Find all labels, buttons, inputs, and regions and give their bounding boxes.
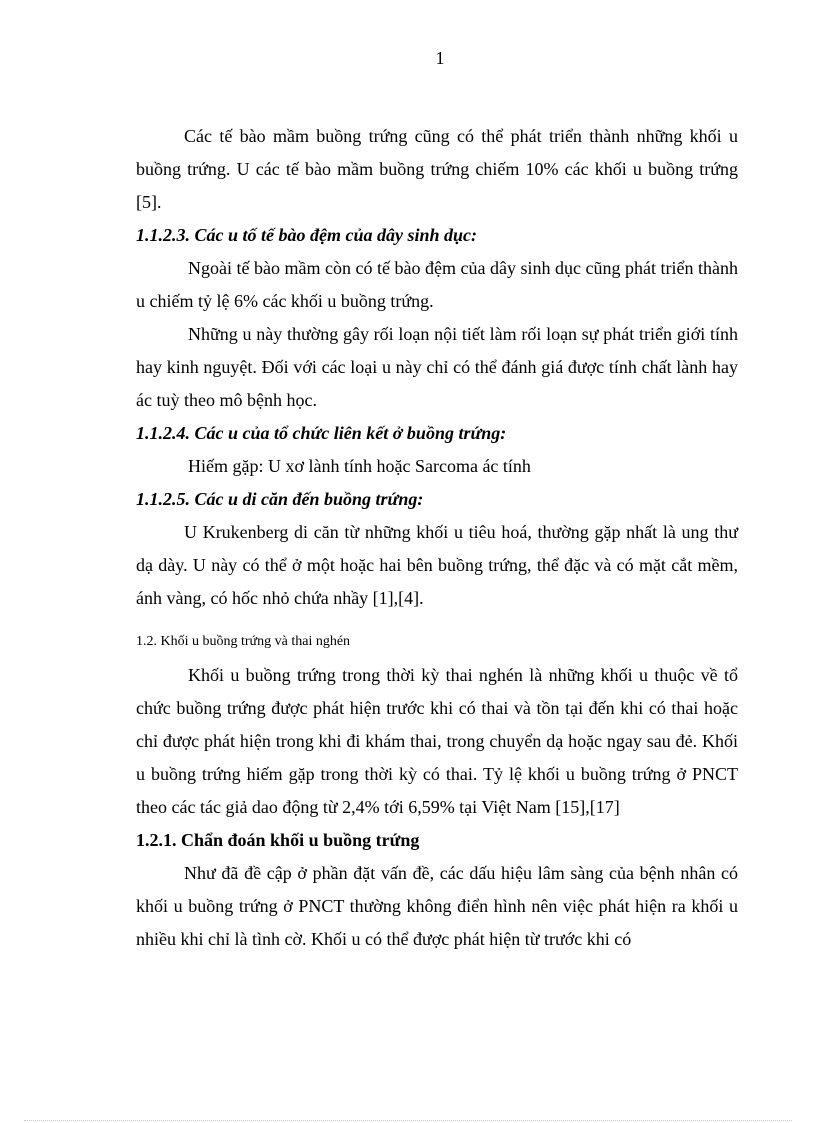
paragraph-diagnosis: Như đã đề cập ở phần đặt vấn đề, các dấu hiệu lâm sàng của bệnh nhân có khối u buồng trứng ở PNCT thường không điển hình nên việc phát hiện ra khối u nhiều khi chỉ là tình cờ. Khối u có thể được phát hiện từ trước khi có [136,863,738,949]
heading-1-2-1: 1.2.1. Chẩn đoán khối u buồng trứng [136,830,420,850]
paragraph-endocrine-disorders: Những u này thường gây rối loạn nội tiết làm rối loạn sự phát triển giới tính hay kinh nguyệt. Đối với các loại u này chỉ có thể đánh giá được tính chất lành hay ác tuỳ theo mô bệnh học. [136,324,738,410]
heading-1-1-2-5: 1.1.2.5. Các u di căn đến buồng trứng: [136,489,424,509]
paragraph-stromal-cells: Ngoài tế bào mầm còn có tế bào đệm của dây sinh dục cũng phát triển thành u chiếm tỷ lệ 6% các khối u buồng trứng. [136,258,738,311]
heading-1-1-2-3: 1.1.2.3. Các u tố tế bào đệm của dây sinh dục: [136,225,477,245]
page-number: 1 [435,48,445,68]
heading-1-2: 1.2. Khối u buồng trứng và thai nghén [136,634,351,649]
paragraph-tumors-pregnancy: Khối u buồng trứng trong thời kỳ thai nghén là những khối u thuộc về tổ chức buồng trứng được phát hiện trước khi có thai và tồn tại đến khi có thai hoặc chỉ được phát hiện trong khi đi khám thai, trong chuyển dạ hoặc ngay sau đẻ. Khối u buồng trứng hiếm gặp trong thời kỳ có thai. Tỷ lệ khối u buồng trứng ở PNCT theo các tác giả dao động từ 2,4% tới 6,59% tại Việt Nam [15],[17] [136,665,738,817]
heading-1-1-2-4: 1.1.2.4. Các u của tổ chức liên kết ở buồng trứng: [136,423,507,443]
page-bottom-divider [24,1120,792,1121]
paragraph-germ-cell-tumors: Các tế bào mầm buồng trứng cũng có thể phát triển thành những khối u buồng trứng. U các tế bào mầm buồng trứng chiếm 10% các khối u buồng trứng [5]. [136,126,738,212]
document-body [136,120,738,956]
paragraph-rare-tumors: Hiếm gặp: U xơ lành tính hoặc Sarcoma ác tính [188,456,531,476]
paragraph-krukenberg: U Krukenberg di căn từ những khối u tiêu hoá, thường gặp nhất là ung thư dạ dày. U này có thể ở một hoặc hai bên buồng trứng, thể đặc và có mặt cắt mềm, ánh vàng, có hốc nhỏ chứa nhầy [1],[4]. [136,522,738,608]
